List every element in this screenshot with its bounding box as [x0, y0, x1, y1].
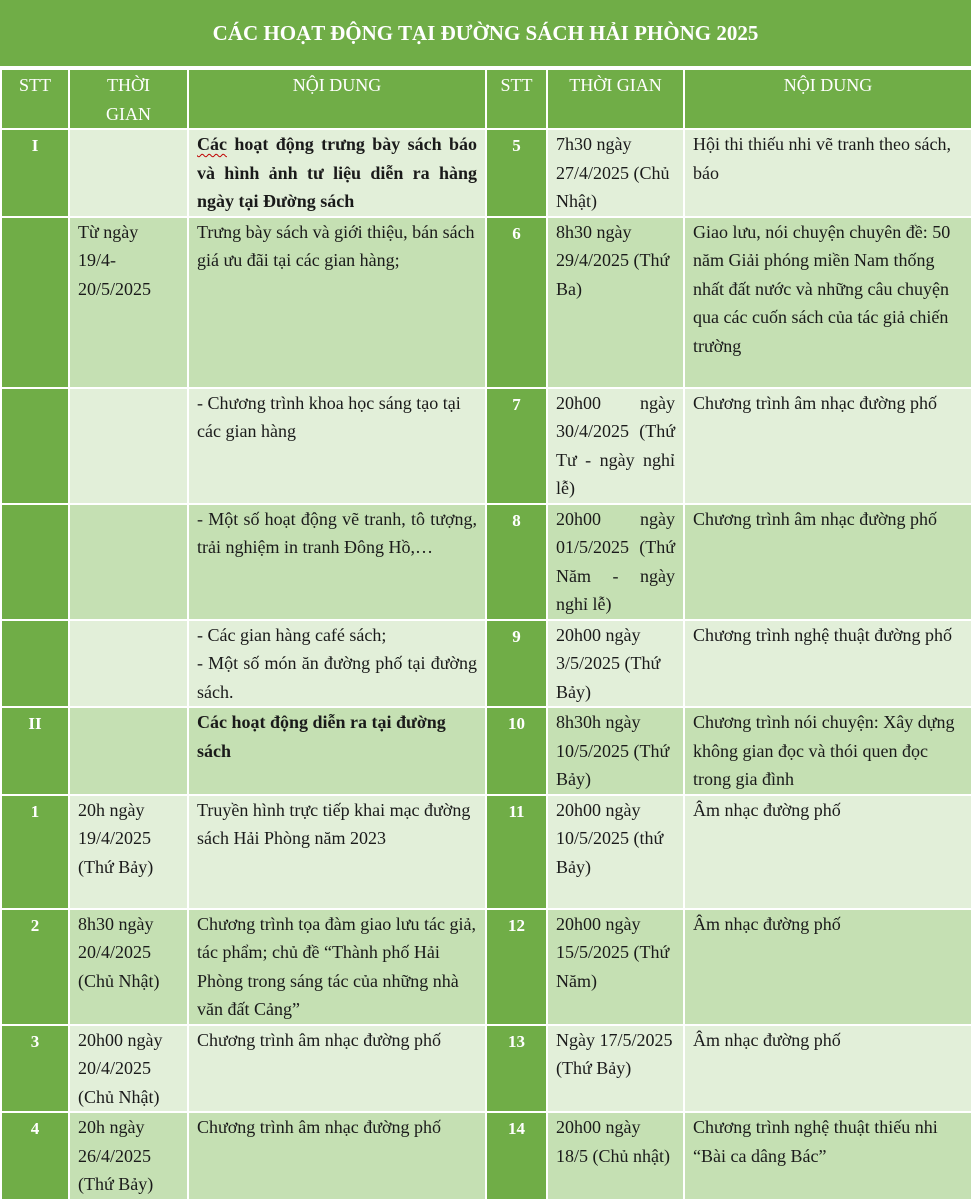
row-content-left: [188, 620, 486, 708]
row-stt-left: [1, 504, 69, 620]
row-time-left: 20h ngày 19/4/2025 (Thứ Bảy): [69, 795, 188, 909]
row-content-right: Âm nhạc đường phố: [684, 795, 971, 909]
row-stt-left: 4: [1, 1112, 69, 1200]
header-time-right: THỜI GIAN: [547, 69, 684, 129]
row-time-left: [69, 129, 188, 217]
row-time-right: 7h30 ngày 27/4/2025 (Chủ Nhật): [547, 129, 684, 217]
row-stt-right: 14: [486, 1112, 547, 1200]
header-stt-left: STT: [1, 69, 69, 129]
row-content-left: Các hoạt động diễn ra tại đường sách: [188, 707, 486, 795]
row-content-right: Hội thi thiếu nhi vẽ tranh theo sách, báo: [684, 129, 971, 217]
row-content-right: Chương trình nói chuyện: Xây dựng không gian đọc và thói quen đọc trong gia đình: [684, 707, 971, 795]
schedule-table: [0, 68, 971, 1201]
row-stt-left: 3: [1, 1025, 69, 1113]
row-stt-left: [1, 217, 69, 388]
table-header-row: [1, 69, 971, 129]
row-stt-left: 1: [1, 795, 69, 909]
row-time-left: 20h00 ngày 20/4/2025 (Chủ Nhật): [69, 1025, 188, 1113]
header-time-line-2: GIAN: [106, 103, 151, 124]
row-content-left-line-2: - Một số món ăn đường phố tại đường sách.: [197, 653, 477, 702]
spellcheck-marked-word: Các: [197, 134, 227, 154]
table-row: [1, 795, 971, 909]
row-time-right: Ngày 17/5/2025 (Thứ Bảy): [547, 1025, 684, 1113]
row-time-left: [69, 504, 188, 620]
row-stt-right: 13: [486, 1025, 547, 1113]
table-row: [1, 1025, 971, 1113]
row-time-right: 20h00 ngày 01/5/2025 (Thứ Năm - ngày nghỉ lễ): [547, 504, 684, 620]
row-stt-right: 5: [486, 129, 547, 217]
row-content-left-text: hoạt động trưng bày sách báo và hình ảnh tư liệu diễn ra hàng ngày tại Đường sách: [197, 134, 477, 211]
row-stt-left: II: [1, 707, 69, 795]
header-content-right: NỘI DUNG: [684, 69, 971, 129]
row-stt-right: 9: [486, 620, 547, 708]
row-time-right: 20h00 ngày 15/5/2025 (Thứ Năm): [547, 909, 684, 1025]
row-time-right: 20h00 ngày 18/5 (Chủ nhật): [547, 1112, 684, 1200]
row-time-left: 20h ngày 26/4/2025 (Thứ Bảy): [69, 1112, 188, 1200]
header-time-left: [69, 69, 188, 129]
row-content-right: Chương trình âm nhạc đường phố: [684, 388, 971, 504]
header-stt-right: STT: [486, 69, 547, 129]
row-content-left: [188, 129, 486, 217]
row-time-right: 20h00 ngày 3/5/2025 (Thứ Bảy): [547, 620, 684, 708]
header-content-left: NỘI DUNG: [188, 69, 486, 129]
row-time-left: Từ ngày 19/4-20/5/2025: [69, 217, 188, 388]
document-title: CÁC HOẠT ĐỘNG TẠI ĐƯỜNG SÁCH HẢI PHÒNG 2025: [0, 0, 971, 68]
row-time-left: [69, 620, 188, 708]
header-time-line-1: THỜI: [107, 75, 150, 95]
row-stt-right: 10: [486, 707, 547, 795]
row-stt-left: [1, 388, 69, 504]
row-time-right: 20h00 ngày 10/5/2025 (thứ Bảy): [547, 795, 684, 909]
row-time-left: [69, 388, 188, 504]
row-content-left: Chương trình tọa đàm giao lưu tác giả, tác phẩm; chủ đề “Thành phố Hải Phòng trong sáng tác của những nhà văn đất Cảng”: [188, 909, 486, 1025]
row-content-right: Âm nhạc đường phố: [684, 1025, 971, 1113]
row-content-right: Chương trình nghệ thuật đường phố: [684, 620, 971, 708]
table-row: [1, 620, 971, 708]
row-time-right: 20h00 ngày 30/4/2025 (Thứ Tư - ngày nghỉ lễ): [547, 388, 684, 504]
table-row: [1, 129, 971, 217]
row-stt-right: 11: [486, 795, 547, 909]
row-stt-left: 2: [1, 909, 69, 1025]
row-content-left: Trưng bày sách và giới thiệu, bán sách giá ưu đãi tại các gian hàng;: [188, 217, 486, 388]
row-content-left: Chương trình âm nhạc đường phố: [188, 1025, 486, 1113]
row-stt-right: 7: [486, 388, 547, 504]
table-row: [1, 1112, 971, 1200]
row-content-left-line-1: - Các gian hàng café sách;: [197, 624, 387, 645]
row-stt-right: 6: [486, 217, 547, 388]
table-row: [1, 217, 971, 388]
row-time-right: 8h30h ngày 10/5/2025 (Thứ Bảy): [547, 707, 684, 795]
table-row: [1, 388, 971, 504]
row-stt-left: I: [1, 129, 69, 217]
row-stt-left: [1, 620, 69, 708]
row-time-left: [69, 707, 188, 795]
row-content-right: Chương trình nghệ thuật thiếu nhi “Bài ca dâng Bác”: [684, 1112, 971, 1200]
row-time-right: 8h30 ngày 29/4/2025 (Thứ Ba): [547, 217, 684, 388]
row-stt-right: 12: [486, 909, 547, 1025]
table-row: [1, 707, 971, 795]
row-content-left: - Chương trình khoa học sáng tạo tại các gian hàng: [188, 388, 486, 504]
row-time-left: 8h30 ngày 20/4/2025 (Chủ Nhật): [69, 909, 188, 1025]
row-content-right: Chương trình âm nhạc đường phố: [684, 504, 971, 620]
table-row: [1, 909, 971, 1025]
row-stt-right: 8: [486, 504, 547, 620]
row-content-right: Âm nhạc đường phố: [684, 909, 971, 1025]
table-row: [1, 504, 971, 620]
row-content-left: - Một số hoạt động vẽ tranh, tô tượng, trải nghiệm in tranh Đông Hồ,…: [188, 504, 486, 620]
row-content-left: Truyền hình trực tiếp khai mạc đường sách Hải Phòng năm 2023: [188, 795, 486, 909]
row-content-left: Chương trình âm nhạc đường phố: [188, 1112, 486, 1200]
row-content-right: Giao lưu, nói chuyện chuyên đề: 50 năm Giải phóng miền Nam thống nhất đất nước và những câu chuyện qua các cuốn sách của tác giả chiến trường: [684, 217, 971, 388]
